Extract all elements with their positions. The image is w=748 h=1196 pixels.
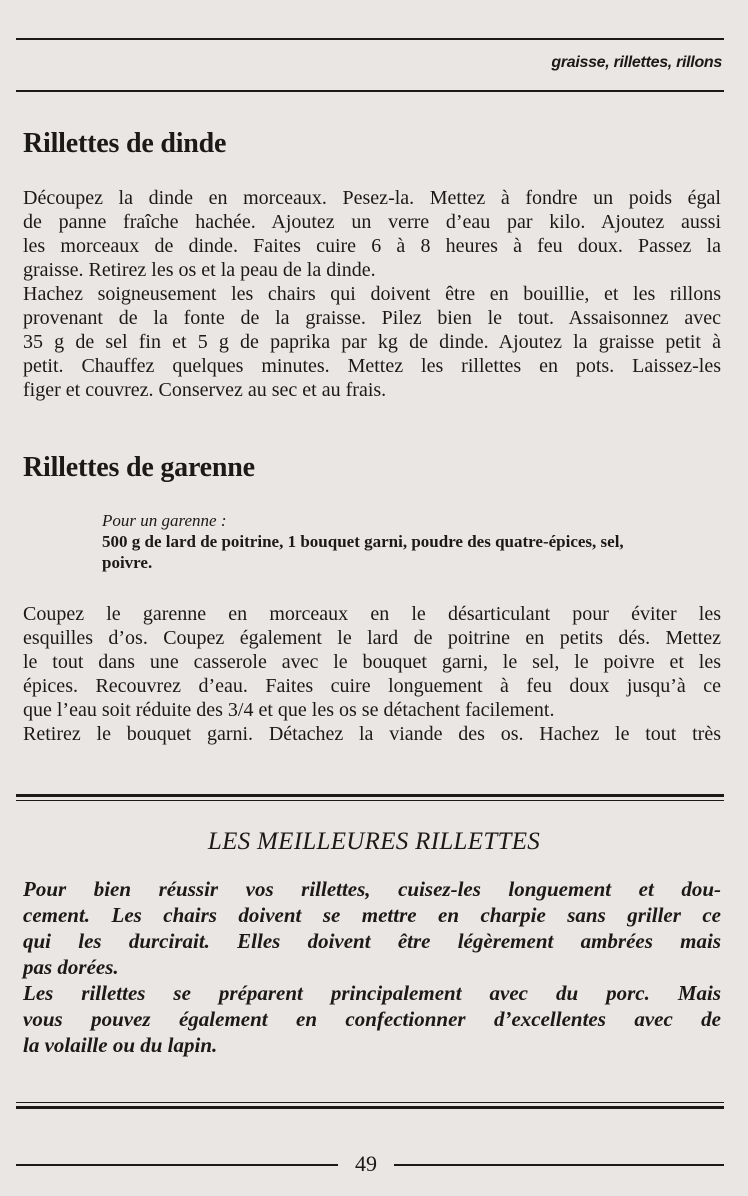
text-line: Coupez le garenne en morceaux en le désarticulant pour éviter les xyxy=(23,603,721,625)
tip-box-body xyxy=(23,876,721,1058)
ingredients-line: poivre. xyxy=(102,553,153,572)
text-line: le tout dans une casserole avec le bouquet garni, le sel, le poivre et les xyxy=(23,651,721,673)
tip-box-bottom-rule-thin xyxy=(16,1102,724,1103)
recipe-title-garenne: Rillettes de garenne xyxy=(23,452,255,483)
tip-box-top-rule-thin xyxy=(16,800,724,801)
text-line: graisse. Retirez les os et la peau de la dinde. xyxy=(23,259,376,281)
text-line: Hachez soigneusement les chairs qui doivent être en bouillie, et les rillons xyxy=(23,283,721,305)
running-header: graisse, rillettes, rillons xyxy=(551,54,722,71)
tip-box-title: LES MEILLEURES RILLETTES xyxy=(207,828,541,855)
header-bottom-rule xyxy=(16,90,724,92)
text-line: esquilles d’os. Coupez également le lard de poitrine en petits dés. Mettez xyxy=(23,627,721,649)
ingredients-garenne xyxy=(102,510,724,573)
ingredients-intro: Pour un garenne : xyxy=(102,511,227,530)
recipe-body-dinde xyxy=(23,186,721,402)
tip-box-top-rule xyxy=(16,794,724,797)
header-top-rule xyxy=(16,38,724,40)
text-line: Découpez la dinde en morceaux. Pesez-la. Mettez à fondre un poids égal xyxy=(23,187,721,209)
tip-line: la volaille ou du lapin. xyxy=(23,1033,218,1057)
text-line: 35 g de sel fin et 5 g de paprika par kg de dinde. Ajoutez la graisse petit à xyxy=(23,331,721,353)
text-line: de panne fraîche hachée. Ajoutez un verre d’eau par kilo. Ajoutez aussi xyxy=(23,211,721,233)
tip-box-bottom-rule xyxy=(16,1106,724,1109)
text-line: les morceaux de dinde. Faites cuire 6 à 8 heures à feu doux. Passez la xyxy=(23,235,721,257)
text-line: petit. Chauffez quelques minutes. Mettez les rillettes en pots. Laissez-les xyxy=(23,355,721,377)
footer-rule-right xyxy=(394,1164,724,1166)
text-line: figer et couvrez. Conservez au sec et au frais. xyxy=(23,379,387,401)
recipe-body-garenne xyxy=(23,602,721,746)
page-number: 49 xyxy=(355,1151,377,1176)
tip-line: pas dorées. xyxy=(23,955,119,979)
tip-line: Pour bien réussir vos rillettes, cuisez-les longuement et dou- xyxy=(23,877,721,901)
text-line: épices. Recouvrez d’eau. Faites cuire longuement à feu doux jusqu’à ce xyxy=(23,675,721,697)
recipe-title-dinde: Rillettes de dinde xyxy=(23,128,227,159)
ingredients-line: 500 g de lard de poitrine, 1 bouquet garni, poudre des quatre-épices, sel, xyxy=(102,532,624,551)
tip-line: vous pouvez également en confectionner d’excellentes avec de xyxy=(23,1007,721,1031)
tip-line: cement. Les chairs doivent se mettre en charpie sans griller ce xyxy=(23,903,721,927)
text-line: Retirez le bouquet garni. Détachez la viande des os. Hachez le tout très xyxy=(23,723,721,745)
tip-line: Les rillettes se préparent principalement avec du porc. Mais xyxy=(23,981,721,1005)
footer-rule-left xyxy=(16,1164,338,1166)
text-line: provenant de la fonte de la graisse. Pilez bien le tout. Assaisonnez avec xyxy=(23,307,721,329)
text-line: que l’eau soit réduite des 3/4 et que les os se détachent facilement. xyxy=(23,699,555,721)
tip-line: qui les durcirait. Elles doivent être légèrement ambrées mais xyxy=(23,929,721,953)
